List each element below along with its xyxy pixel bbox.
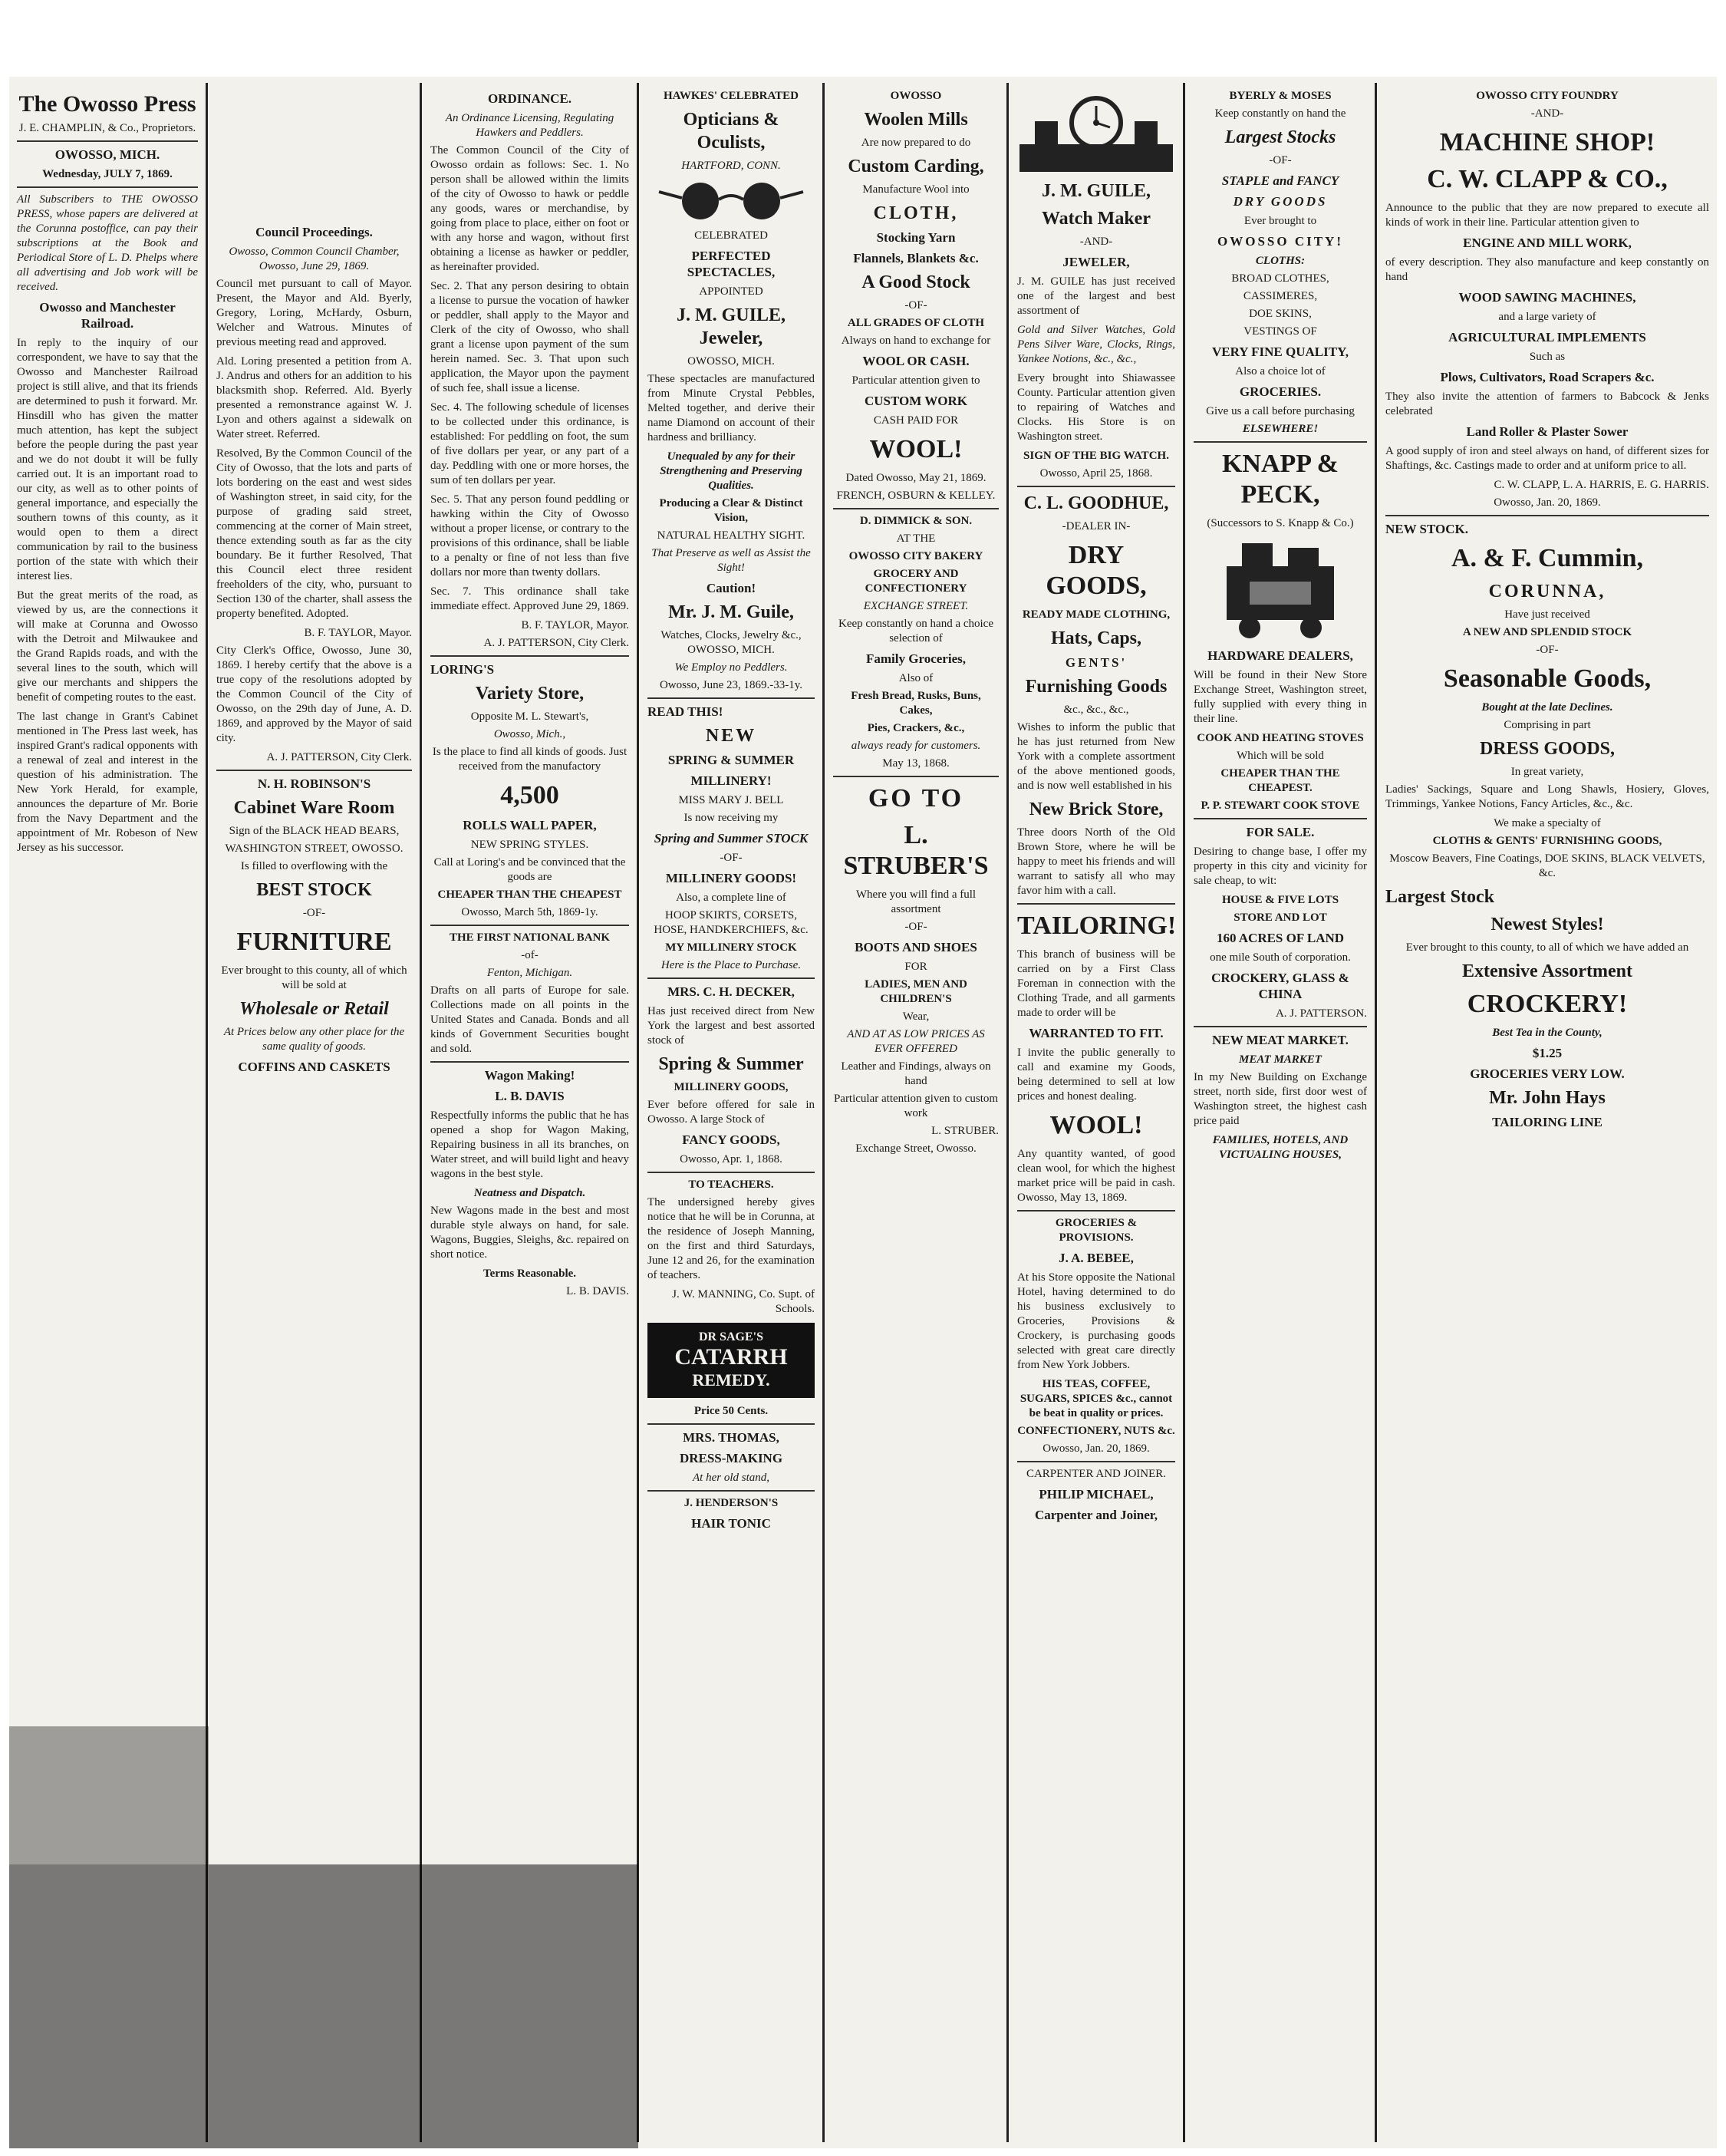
ad-heading: CUSTOM WORK <box>865 394 967 408</box>
ad-heading: STAPLE and FANCY <box>1221 173 1339 188</box>
ad-line: Which will be sold <box>1237 750 1324 762</box>
article-headline: Owosso and Manchester Railroad. <box>39 300 176 331</box>
article-paragraph: Sec. 4. The following schedule of licenses to be collected under this ordinance, is established: For peddling on foot, the sum of five dollars per year, or any part of a day. Peddling with one or more horses, the sum of ten dollars per year. <box>430 401 629 486</box>
ad-line: Opposite M. L. Stewart's, <box>470 710 589 723</box>
ad-title: Cabinet Ware Room <box>233 798 395 818</box>
ad-line: EXCHANGE STREET. <box>863 600 969 612</box>
ad-line: NATURAL HEALTHY SIGHT. <box>657 529 805 542</box>
ad-line: CASH PAID FOR <box>873 414 959 427</box>
ad-line: STORE AND LOT <box>1234 912 1327 924</box>
ad-line: -AND- <box>1530 107 1564 120</box>
ad-line: Terms Reasonable. <box>483 1268 577 1280</box>
ad-line: Producing a Clear & Distinct Vision, <box>659 497 803 524</box>
article-paragraph: Every brought into Shiawassee County. Particular attention given to repairing of Watches and Clocks. His Store is on Washington street. <box>1017 372 1175 443</box>
ad-line: Leather and Findings, always on hand <box>841 1060 991 1087</box>
ad-line: HOUSE & FIVE LOTS <box>1221 894 1339 906</box>
ad-line: Watches, Clocks, Jewelry &c., OWOSSO, MICH. <box>660 629 802 656</box>
ad-line: CONFECTIONERY, NUTS &c. <box>1017 1425 1175 1437</box>
ad-line: HARTFORD, CONN. <box>681 160 781 172</box>
ad-heading: TAILORING LINE <box>1492 1115 1602 1129</box>
ad-title: Hats, Caps, <box>1050 628 1142 648</box>
ad-heading: MILLINERY! <box>690 773 772 788</box>
ad-line: CLOTHS: <box>1255 255 1306 267</box>
ad-heading: GROCERIES. <box>1239 384 1322 399</box>
ad-line: MEAT MARKET <box>1239 1053 1322 1066</box>
dateline: OWOSSO, MICH. <box>54 147 160 162</box>
ad-line: LADIES, MEN AND CHILDREN'S <box>865 978 967 1005</box>
ad-line: VESTINGS OF <box>1243 325 1317 338</box>
ad-title: Largest Stock <box>1385 887 1494 907</box>
bank-title: THE FIRST NATIONAL BANK <box>449 931 611 944</box>
column-rule <box>1183 83 1185 2142</box>
ad-heading: NEW MEAT MARKET. <box>1212 1033 1349 1047</box>
scan-smudge <box>9 1864 638 2148</box>
clerk-signature: A. J. PATTERSON, City Clerk. <box>266 751 412 763</box>
ad-title: CROCKERY! <box>1467 990 1628 1018</box>
article-paragraph: They also invite the attention of farmers to Babcock & Jenks celebrated <box>1385 391 1709 417</box>
ad-heading: HAWKES' CELEBRATED <box>663 90 799 102</box>
ad-title: A. & F. Cummin, <box>1451 544 1643 572</box>
article-paragraph: Sec. 2. That any person desiring to obtain a license to pursue the vocation of hawker or peddler, shall apply to the Mayor and Clerk of the city of Owosso, who shall grant a license upon payment of the sum herein named. Sec. 3. That upon such application, the Mayor upon the payment of such fee, shall issue a license. <box>430 280 629 394</box>
proprietors: J. E. CHAMPLIN, & Co., Proprietors. <box>18 122 196 134</box>
article-paragraph: Ever before offered for sale in Owosso. A large Stock of <box>647 1099 815 1126</box>
ad-heading: Flannels, Blankets &c. <box>853 251 979 265</box>
ad-heading: L. B. DAVIS <box>495 1089 565 1103</box>
ad-line: In great variety, <box>1510 766 1584 778</box>
ad-heading: ENGINE AND MILL WORK, <box>1463 236 1632 250</box>
ad-signature: J. W. MANNING, Co. Supt. of Schools. <box>672 1288 815 1315</box>
ad-line: Owosso, March 5th, 1869-1y. <box>461 906 598 918</box>
ad-line: CARPENTER AND JOINER. <box>1026 1468 1167 1480</box>
ad-line: MILLINERY GOODS, <box>674 1081 789 1093</box>
ad-heading: COFFINS AND CASKETS <box>238 1060 390 1074</box>
ad-heading: BOOTS AND SHOES <box>855 940 977 954</box>
ad-heading: BYERLY & MOSES <box>1229 90 1332 102</box>
ad-signature: L. STRUBER. <box>931 1125 999 1137</box>
article-paragraph: Any quantity wanted, of good clean wool, for which the highest market price will be paid in cash. Owosso, May 13, 1869. <box>1017 1148 1175 1204</box>
ad-line: Owosso, Mich., <box>493 728 566 740</box>
column-2 <box>209 86 420 2142</box>
ad-line: Pies, Crackers, &c., <box>867 722 965 734</box>
ad-line: -OF- <box>302 907 326 919</box>
ad-heading: ROLLS WALL PAPER, <box>463 818 597 832</box>
ad-line: -of- <box>521 949 539 961</box>
ad-heading: MRS. THOMAS, <box>683 1430 779 1445</box>
ad-line: Owosso, Apr. 1, 1868. <box>680 1153 782 1165</box>
ad-line: Such as <box>1529 351 1566 363</box>
ad-signature: A. J. PATTERSON. <box>1275 1007 1367 1020</box>
ad-line: Fresh Bread, Rusks, Buns, Cakes, <box>851 690 981 717</box>
ad-line: (Successors to S. Knapp & Co.) <box>1207 517 1354 529</box>
ad-title: TAILORING! <box>1017 912 1177 940</box>
ad-heading: Caution! <box>706 581 756 595</box>
ad-heading: J. HENDERSON'S <box>683 1497 779 1509</box>
ad-title: Wholesale or Retail <box>239 999 389 1019</box>
ad-heading: Land Roller & Plaster Sower <box>1466 424 1629 439</box>
ad-line: Bought at the late Declines. <box>1481 701 1613 714</box>
ad-heading: GROCERIES & PROVISIONS. <box>1055 1217 1138 1244</box>
ad-line: Ever brought to this county, all of which will be sold at <box>221 964 407 991</box>
ad-heading: WOOD SAWING MACHINES, <box>1458 290 1636 305</box>
ad-heading: MILLINERY GOODS! <box>665 871 797 885</box>
ad-heading: TO TEACHERS. <box>688 1179 774 1191</box>
ad-heading: GROCERIES VERY LOW. <box>1470 1066 1625 1081</box>
article-paragraph: Sec. 5. That any person found peddling or hawking within the City of Owosso without a proper license, or contrary to the provisions of this ordinance, shall be liable to a penalty or fine of not less than five dollars nor more than twenty dollars. <box>430 493 629 579</box>
clerk-signature: A. J. PATTERSON, City Clerk. <box>483 637 629 649</box>
ad-line: Price 50 Cents. <box>693 1405 769 1417</box>
ad-heading: WOOL OR CASH. <box>862 354 970 368</box>
ad-heading: J. A. BEBEE, <box>1059 1251 1134 1265</box>
ad-heading: GROCERY AND CONFECTIONERY <box>865 568 967 595</box>
column-6 <box>1010 86 1183 2142</box>
ad-line: Sign of the BLACK HEAD BEARS, <box>229 825 400 837</box>
ad-line: WASHINGTON STREET, OWOSSO. <box>225 842 404 855</box>
issue-date: Wednesday, JULY 7, 1869. <box>42 168 173 180</box>
ad-line: Give us a call before purchasing <box>1206 405 1355 417</box>
ad-heading: OWOSSO CITY BAKERY <box>848 550 983 562</box>
article-paragraph: Drafts on all parts of Europe for sale. Collections made on all points in the United States and Canada. Bonds and all kinds of Government Securities bought and sold. <box>430 984 629 1055</box>
ad-line: Here is the Place to Purchase. <box>660 959 802 971</box>
ad-line: FAMILIES, HOTELS, AND VICTUALING HOUSES, <box>1212 1134 1349 1161</box>
ad-signature: C. W. CLAPP, L. A. HARRIS, E. G. HARRIS. <box>1494 479 1709 491</box>
ad-title: New Brick Store, <box>1029 799 1164 819</box>
ad-line: Wear, <box>902 1010 930 1023</box>
ad-line: Ever brought to this county, to all of which we have added an <box>1405 941 1689 954</box>
article-paragraph: Ladies' Sackings, Square and Long Shawls, Hosiery, Gloves, Trimmings, Yankee Notions, Fancy Articles, &c., &c. <box>1385 783 1709 810</box>
ad-line: CASSIMERES, <box>1243 290 1318 302</box>
ad-title: DRESS GOODS, <box>1479 739 1616 759</box>
ad-line: Manufacture Wool into <box>862 183 970 196</box>
ad-line: Ever brought to <box>1243 215 1317 227</box>
article-paragraph: The undersigned hereby gives notice that he will be in Corunna, at the residence of Joseph Manning, on the first and third Saturdays, June 12 and 26, for the examination of teachers. <box>647 1196 815 1281</box>
ad-heading: Spring and Summer STOCK <box>654 831 809 846</box>
ad-heading: DRESS-MAKING <box>679 1451 783 1465</box>
subscriber-notice: All Subscribers to THE OWOSSO PRESS, whose papers are delivered at the Corunna postoffice, can pay their subscriptions at the Book and Periodical Store of L. D. Phelps where all advertising and Job work will be received. <box>17 193 198 293</box>
ad-title: BEST STOCK <box>256 880 372 900</box>
ad-title: 4,500 <box>500 781 559 809</box>
ad-title: C. W. CLAPP & CO., <box>1427 165 1668 193</box>
article-paragraph: I invite the public generally to call and examine my Goods, being determined to sell at low prices and honest dealing. <box>1017 1047 1175 1103</box>
ad-line: HOOP SKIRTS, CORSETS, HOSE, HANDKERCHIEFS, &c. <box>654 909 809 936</box>
ad-line: Dated Owosso, May 21, 1869. <box>845 472 987 484</box>
article-paragraph: J. M. GUILE has just received one of the largest and best assortment of <box>1017 275 1175 317</box>
column-7 <box>1186 86 1375 2142</box>
ad-title: Furnishing Goods <box>1025 677 1168 697</box>
ad-heading: Wagon Making! <box>484 1068 575 1083</box>
ad-line: CELEBRATED <box>694 229 768 242</box>
ad-line: Call at Loring's and be convinced that the goods are <box>433 856 626 883</box>
ad-heading: N. H. ROBINSON'S <box>257 776 371 791</box>
column-rule <box>637 83 639 2142</box>
ad-heading: OWOSSO <box>890 90 942 102</box>
ad-line: Owosso, April 25, 1868. <box>1039 467 1153 480</box>
ad-line: Where you will find a full assortment <box>855 888 977 915</box>
mayor-signature: B. F. TAYLOR, Mayor. <box>304 627 412 639</box>
column-rule <box>420 83 422 2142</box>
ad-line: CHEAPER THAN THE CHEAPEST <box>437 888 622 901</box>
ad-title: GO TO <box>868 784 964 813</box>
ad-line: ELSEWHERE! <box>1242 423 1319 435</box>
ad-line: Particular attention given to <box>851 374 980 387</box>
ad-heading: CROCKERY, GLASS & CHINA <box>1211 971 1349 1001</box>
ad-line: FRENCH, OSBURN & KELLEY. <box>836 490 996 502</box>
ad-heading: SPRING & SUMMER <box>667 753 795 767</box>
ad-title: WOOL! <box>1049 1111 1143 1139</box>
ordinance-subtitle: An Ordinance Licensing, Regulating Hawkers and Peddlers. <box>445 112 614 139</box>
mayor-signature: B. F. TAYLOR, Mayor. <box>521 619 629 631</box>
ad-line: Best Tea in the County, <box>1492 1027 1602 1039</box>
ad-line: Keep constantly on hand a choice selection of <box>838 618 993 644</box>
ad-line: Also, a complete line of <box>676 892 786 904</box>
article-paragraph: Will be found in their New Store Exchange Street, Washington street, fully supplied with every thing in their line. <box>1194 669 1367 725</box>
banner-line: DR SAGE'S <box>698 1330 764 1343</box>
ad-line: always ready for customers. <box>851 740 981 752</box>
spectacles-icon <box>654 178 808 224</box>
article-paragraph: New Wagons made in the best and most durable style always on hand, for sale. Wagons, Buggies, Sleighs, &c. repaired on short notice. <box>430 1205 629 1261</box>
ad-line: Unequaled by any for their Strengthening and Preserving Qualities. <box>660 450 802 492</box>
ad-heading: WARRANTED TO FIT. <box>1029 1026 1164 1040</box>
ad-line: -OF- <box>1269 154 1292 166</box>
ad-title: DRY GOODS, <box>1046 541 1147 600</box>
ad-heading: HAIR TONIC <box>691 1516 771 1531</box>
ad-title: KNAPP & PECK, <box>1221 450 1339 509</box>
ad-line: Keep constantly on hand the <box>1214 107 1346 120</box>
column-3 <box>423 86 637 2142</box>
newspaper-page <box>9 77 1717 2148</box>
scan-smudge <box>9 1726 209 1864</box>
ad-line: Is now receiving my <box>683 812 779 824</box>
ad-line: Owosso, June 23, 1869.-33-1y. <box>659 679 803 691</box>
column-rule <box>1006 83 1009 2142</box>
masthead: The Owosso Press <box>18 91 196 117</box>
article-paragraph: In my New Building on Exchange street, north side, first door west of Washington street, the highest cash price paid <box>1194 1071 1367 1127</box>
ad-line: DOE SKINS, <box>1249 308 1312 320</box>
ad-line: Comprising in part <box>1504 719 1591 731</box>
ad-title: Watch Maker <box>1042 209 1151 229</box>
ad-heading: GENTS' <box>1065 655 1128 670</box>
ad-heading: Stocking Yarn <box>876 230 956 245</box>
ad-line: COOK AND HEATING STOVES <box>1197 732 1364 744</box>
ad-line: Exchange Street, Owosso. <box>855 1142 977 1155</box>
ad-title: Mr. John Hays <box>1489 1088 1606 1108</box>
ad-line: AT THE <box>896 532 936 545</box>
ad-heading: DRY GOODS <box>1233 194 1328 209</box>
ad-line: Owosso, Jan. 20, 1869. <box>1043 1442 1150 1455</box>
ad-title: Extensive Assortment <box>1462 961 1632 981</box>
article-paragraph: Sec. 7. This ordinance shall take immediate effect. Approved June 29, 1869. <box>430 585 629 612</box>
ad-line: Neatness and Dispatch. <box>473 1187 586 1199</box>
ad-heading: OWOSSO CITY FOUNDRY <box>1476 90 1619 102</box>
column-rule <box>822 83 825 2142</box>
column-5 <box>825 86 1006 2142</box>
article-paragraph: Ald. Loring presented a petition from A. J. Andrus and others for an addition to his blacksmith shop. Referred. Ald. Byerly presented a remonstrance against W. J. Lyon and others against a sidewalk on Water street. Referred. <box>216 355 412 440</box>
ad-heading: VERY FINE QUALITY, <box>1211 344 1349 359</box>
ad-line: Also of <box>898 672 934 684</box>
ad-line: That Preserve as well as Assist the Sight! <box>651 547 811 574</box>
ad-line: -DEALER IN- <box>1062 520 1131 532</box>
ad-line: Also a choice lot of <box>1235 365 1326 377</box>
ad-heading: PERFECTED SPECTACLES, <box>687 249 776 279</box>
article-paragraph: Announce to the public that they are now prepared to execute all kinds of work in their line. Particular attention given to <box>1385 202 1709 229</box>
article-paragraph: Wishes to inform the public that he has just returned from New York with a complete assortment of the above mentioned goods, and is now well established in his <box>1017 721 1175 792</box>
catarrh-banner <box>647 1323 815 1398</box>
ad-title: L. STRUBER'S <box>843 821 989 880</box>
ad-line: Always on hand to exchange for <box>841 335 991 347</box>
ad-title: WOOL! <box>869 435 963 463</box>
ad-line: Have just received <box>1504 608 1590 621</box>
article-subhead: Owosso, Common Council Chamber, Owosso, June 29, 1869. <box>229 246 400 272</box>
ad-title: J. M. GUILE, <box>1041 181 1151 201</box>
banner-line: REMEDY. <box>692 1370 770 1390</box>
ad-line: -OF- <box>904 921 927 933</box>
ad-line: and a large variety of <box>1498 311 1596 323</box>
article-paragraph: Respectfully informs the public that he has opened a shop for Wagon Making, Repairing business in all its branches, on Water street, and will build light and heavy wagons in the best style. <box>430 1109 629 1180</box>
ad-heading: AGRICULTURAL IMPLEMENTS <box>1448 330 1646 344</box>
ad-line: -AND- <box>1079 236 1113 248</box>
ad-title: MACHINE SHOP! <box>1439 128 1655 157</box>
ad-line: Owosso, Jan. 20, 1869. <box>1494 496 1601 509</box>
ad-title: CLOTH, <box>873 203 959 223</box>
ad-line: At Prices below any other place for the same quality of goods. <box>223 1026 405 1053</box>
ad-line: OWOSSO, MICH. <box>687 355 775 368</box>
ad-heading: Plows, Cultivators, Road Scrapers &c. <box>1440 370 1655 384</box>
ad-title: FURNITURE <box>236 928 392 956</box>
article-paragraph: In reply to the inquiry of our correspondent, we have to say that the Owosso and Manchester Railroad project is still alive, and that its friends are determined to push it forward. Mr. Hinsdill who has given the matter much attention, has kept the subject before the people during the past year and we do not doubt it will be fully carried out. It is an important road to our city, as well as to other points of general importance, and especially the southern towns of this county, as it would open to them a direct communication by rail to the business portion of the state with which their interest lies. <box>17 337 198 582</box>
ad-line: APPOINTED <box>699 285 763 298</box>
ad-heading: D. DIMMICK & SON. <box>859 515 973 527</box>
article-paragraph: At his Store opposite the National Hotel, having determined to do his business exclusively to Groceries, Provisions & Crockery, is purchasing goods selected with great care directly from New York Jobbers. <box>1017 1271 1175 1371</box>
ad-line: BROAD CLOTHES, <box>1231 272 1329 285</box>
article-paragraph: of every description. They also manufacture and keep constantly on hand <box>1385 256 1709 283</box>
ad-heading: $1.25 <box>1532 1046 1563 1060</box>
ad-heading: FANCY GOODS, <box>682 1132 780 1147</box>
article-headline: Council Proceedings. <box>255 225 373 239</box>
ad-heading: HARDWARE DEALERS, <box>1207 648 1353 663</box>
ad-line: -OF- <box>720 852 743 864</box>
ad-line: SIGN OF THE BIG WATCH. <box>1023 450 1169 462</box>
ad-line: Fenton, Michigan. <box>486 967 573 979</box>
ad-title: Custom Carding, <box>848 157 984 176</box>
stove-icon <box>1204 536 1357 643</box>
article-paragraph: Resolved, By the Common Council of the City of Owosso, that the lots and parts of lots bordering on the east and west sides of Washington street, in said city, for the purpose of grading said street, commencing at the corner of Main street, thence extending south as far as the city boundary. Be it further Resolved, That this Council elect three resident freeholders of the city, who, pursuant to Section 130 of the charter, shall assess the property benefited. Adopted. <box>216 447 412 620</box>
watch-shop-icon <box>1019 91 1173 175</box>
article-paragraph: Gold and Silver Watches, Gold Pens Silver Ware, Clocks, Rings, Yankee Notions, &c., &c., <box>1017 324 1175 365</box>
ad-line: A NEW AND SPLENDID STOCK <box>1462 626 1632 638</box>
ad-line: HIS TEAS, COFFEE, SUGARS, SPICES &c., cannot be beat in quality or prices. <box>1019 1378 1173 1419</box>
ad-line: Moscow Beavers, Fine Coatings, DOE SKINS, BLACK VELVETS, &c. <box>1389 852 1705 879</box>
ad-line: one mile South of corporation. <box>1210 951 1351 964</box>
ad-line: MY MILLINERY STOCK <box>665 941 797 954</box>
article-paragraph: The last change in Grant's Cabinet mentioned in The Press last week, has inspired Grant's radical opponents with a renewal of zeal and interest in the question of his administration. The New York Herald, for example, announces the departure of Mr. Borie from the Navy Department and the appointment of Mr. Robeson of New Jersey as his successor. <box>17 710 198 854</box>
ad-title: Variety Store, <box>475 684 585 704</box>
column-rule <box>1375 83 1377 2142</box>
article-paragraph: These spectacles are manufactured from Minute Crystal Pebbles, Melted together, and derive their name Diamond on account of their hardness and brilliancy. <box>647 373 815 443</box>
ad-line: At her old stand, <box>693 1472 769 1484</box>
ad-heading: 160 ACRES OF LAND <box>1216 931 1345 945</box>
ad-line: -OF- <box>904 299 927 312</box>
ad-title: NEW <box>705 726 757 746</box>
banner-line: CATARRH <box>674 1344 788 1370</box>
ad-title: Woolen Mills <box>864 110 968 130</box>
ad-title: Seasonable Goods, <box>1443 664 1652 693</box>
article-paragraph: Desiring to change base, I offer my property in this city and vicinity for sale cheap, to wit: <box>1194 846 1367 887</box>
article-paragraph: Three doors North of the Old Brown Store, where he will be happy to meet his friends and will warrant to satisfy all who may favor him with a call. <box>1017 826 1175 897</box>
ad-heading: Carpenter and Joiner, <box>1034 1508 1158 1522</box>
ad-line: READY MADE CLOTHING, <box>1022 608 1171 621</box>
ad-line: &c., &c., &c., <box>1063 704 1129 716</box>
ad-title: Newest Styles! <box>1490 915 1604 935</box>
ad-line: CHEAPER THAN THE CHEAPEST. <box>1220 767 1340 794</box>
ad-signature: L. B. DAVIS. <box>566 1285 629 1297</box>
article-paragraph: City Clerk's Office, Owosso, June 30, 1869. I hereby certify that the above is a true copy of the resolutions adopted by the Common Council of the City of Owosso, on the 29th day of June, A. D. 1869, and approved by the Mayor of said city. <box>216 644 412 744</box>
ad-line: MISS MARY J. BELL <box>678 794 784 806</box>
ad-line: We Employ no Peddlers. <box>674 661 788 674</box>
ad-heading: FOR SALE. <box>1246 825 1315 839</box>
ad-heading: OWOSSO CITY! <box>1217 234 1343 249</box>
ad-heading: PHILIP MICHAEL, <box>1039 1487 1154 1502</box>
ad-line: Is the place to find all kinds of goods. Just received from the manufactory <box>432 746 627 773</box>
article-paragraph: A good supply of iron and steel always on hand, of different sizes for Shaftings, &c. Castings made to order and at uniform price to all. <box>1385 445 1709 472</box>
ad-heading: NEW STOCK. <box>1385 522 1469 536</box>
ad-title: Opticians & Oculists, <box>683 110 779 153</box>
ad-title: A Good Stock <box>861 272 970 292</box>
ad-heading: Family Groceries, <box>866 651 966 666</box>
ad-title: Mr. J. M. Guile, <box>668 602 794 622</box>
article-paragraph: This branch of business will be carried on by a First Class Foreman in connection with the Clothing Trade, and all garments made to order will be <box>1017 948 1175 1019</box>
ad-line: NEW SPRING STYLES. <box>470 839 589 851</box>
ad-title: CORUNNA, <box>1488 582 1606 602</box>
ordinance-title: ORDINANCE. <box>487 91 572 106</box>
ad-line: Is filled to overflowing with the <box>240 860 388 872</box>
article-paragraph: The Common Council of the City of Owosso ordain as follows: Sec. 1. No person shall be allowed within the limits of the city of Owosso to hawk or peddle any goods, wares or merchandise, by going from place to place, either on foot or with any horse and wagon, without first obtaining a license as hawker or peddler, as hereinafter provided. <box>430 144 629 273</box>
ad-heading: JEWELER, <box>1062 255 1130 269</box>
article-paragraph: Has just received direct from New York the largest and best assorted stock of <box>647 1005 815 1047</box>
ad-line: -OF- <box>1536 644 1559 656</box>
article-paragraph: But the great merits of the road, as viewed by us, are the connections it will make at Corunna and Owosso with the Detroit and Milwaukee and the Grand Rapids roads, and with the several lines to the south, which will give our merchants and shippers the benefit of competing routes to the east. <box>17 589 198 704</box>
ad-title: C. L. GOODHUE, <box>1023 493 1169 513</box>
ad-title: Largest Stocks <box>1224 127 1336 147</box>
article-paragraph: Council met pursuant to call of Mayor. Present, the Mayor and Ald. Byerly, Gregory, Loring, McHardy, Osburn, Welcher and Watrous. Minutes of previous meeting read and approved. <box>216 278 412 348</box>
ad-title: J. M. GUILE, Jeweler, <box>676 305 786 348</box>
column-4 <box>640 86 822 2142</box>
ad-heading: LORING'S <box>430 662 495 677</box>
ad-line: FOR <box>904 961 927 973</box>
ad-line: CLOTHS & GENTS' FURNISHING GOODS, <box>1432 835 1662 847</box>
ad-title: Spring & Summer <box>658 1054 804 1074</box>
ad-line: AND AT AS LOW PRICES AS EVER OFFERED <box>847 1028 985 1055</box>
ad-line: May 13, 1868. <box>882 757 950 770</box>
ad-line: P. P. STEWART COOK STOVE <box>1201 799 1360 812</box>
ad-line: We make a specialty of <box>1494 817 1601 829</box>
ad-line: Are now prepared to do <box>861 137 971 149</box>
ad-heading: READ THIS! <box>647 704 723 719</box>
ad-line: Particular attention given to custom work <box>833 1093 999 1119</box>
ad-heading: MRS. C. H. DECKER, <box>667 984 795 999</box>
ad-line: ALL GRADES OF CLOTH <box>847 317 985 329</box>
column-8 <box>1378 86 1717 2142</box>
